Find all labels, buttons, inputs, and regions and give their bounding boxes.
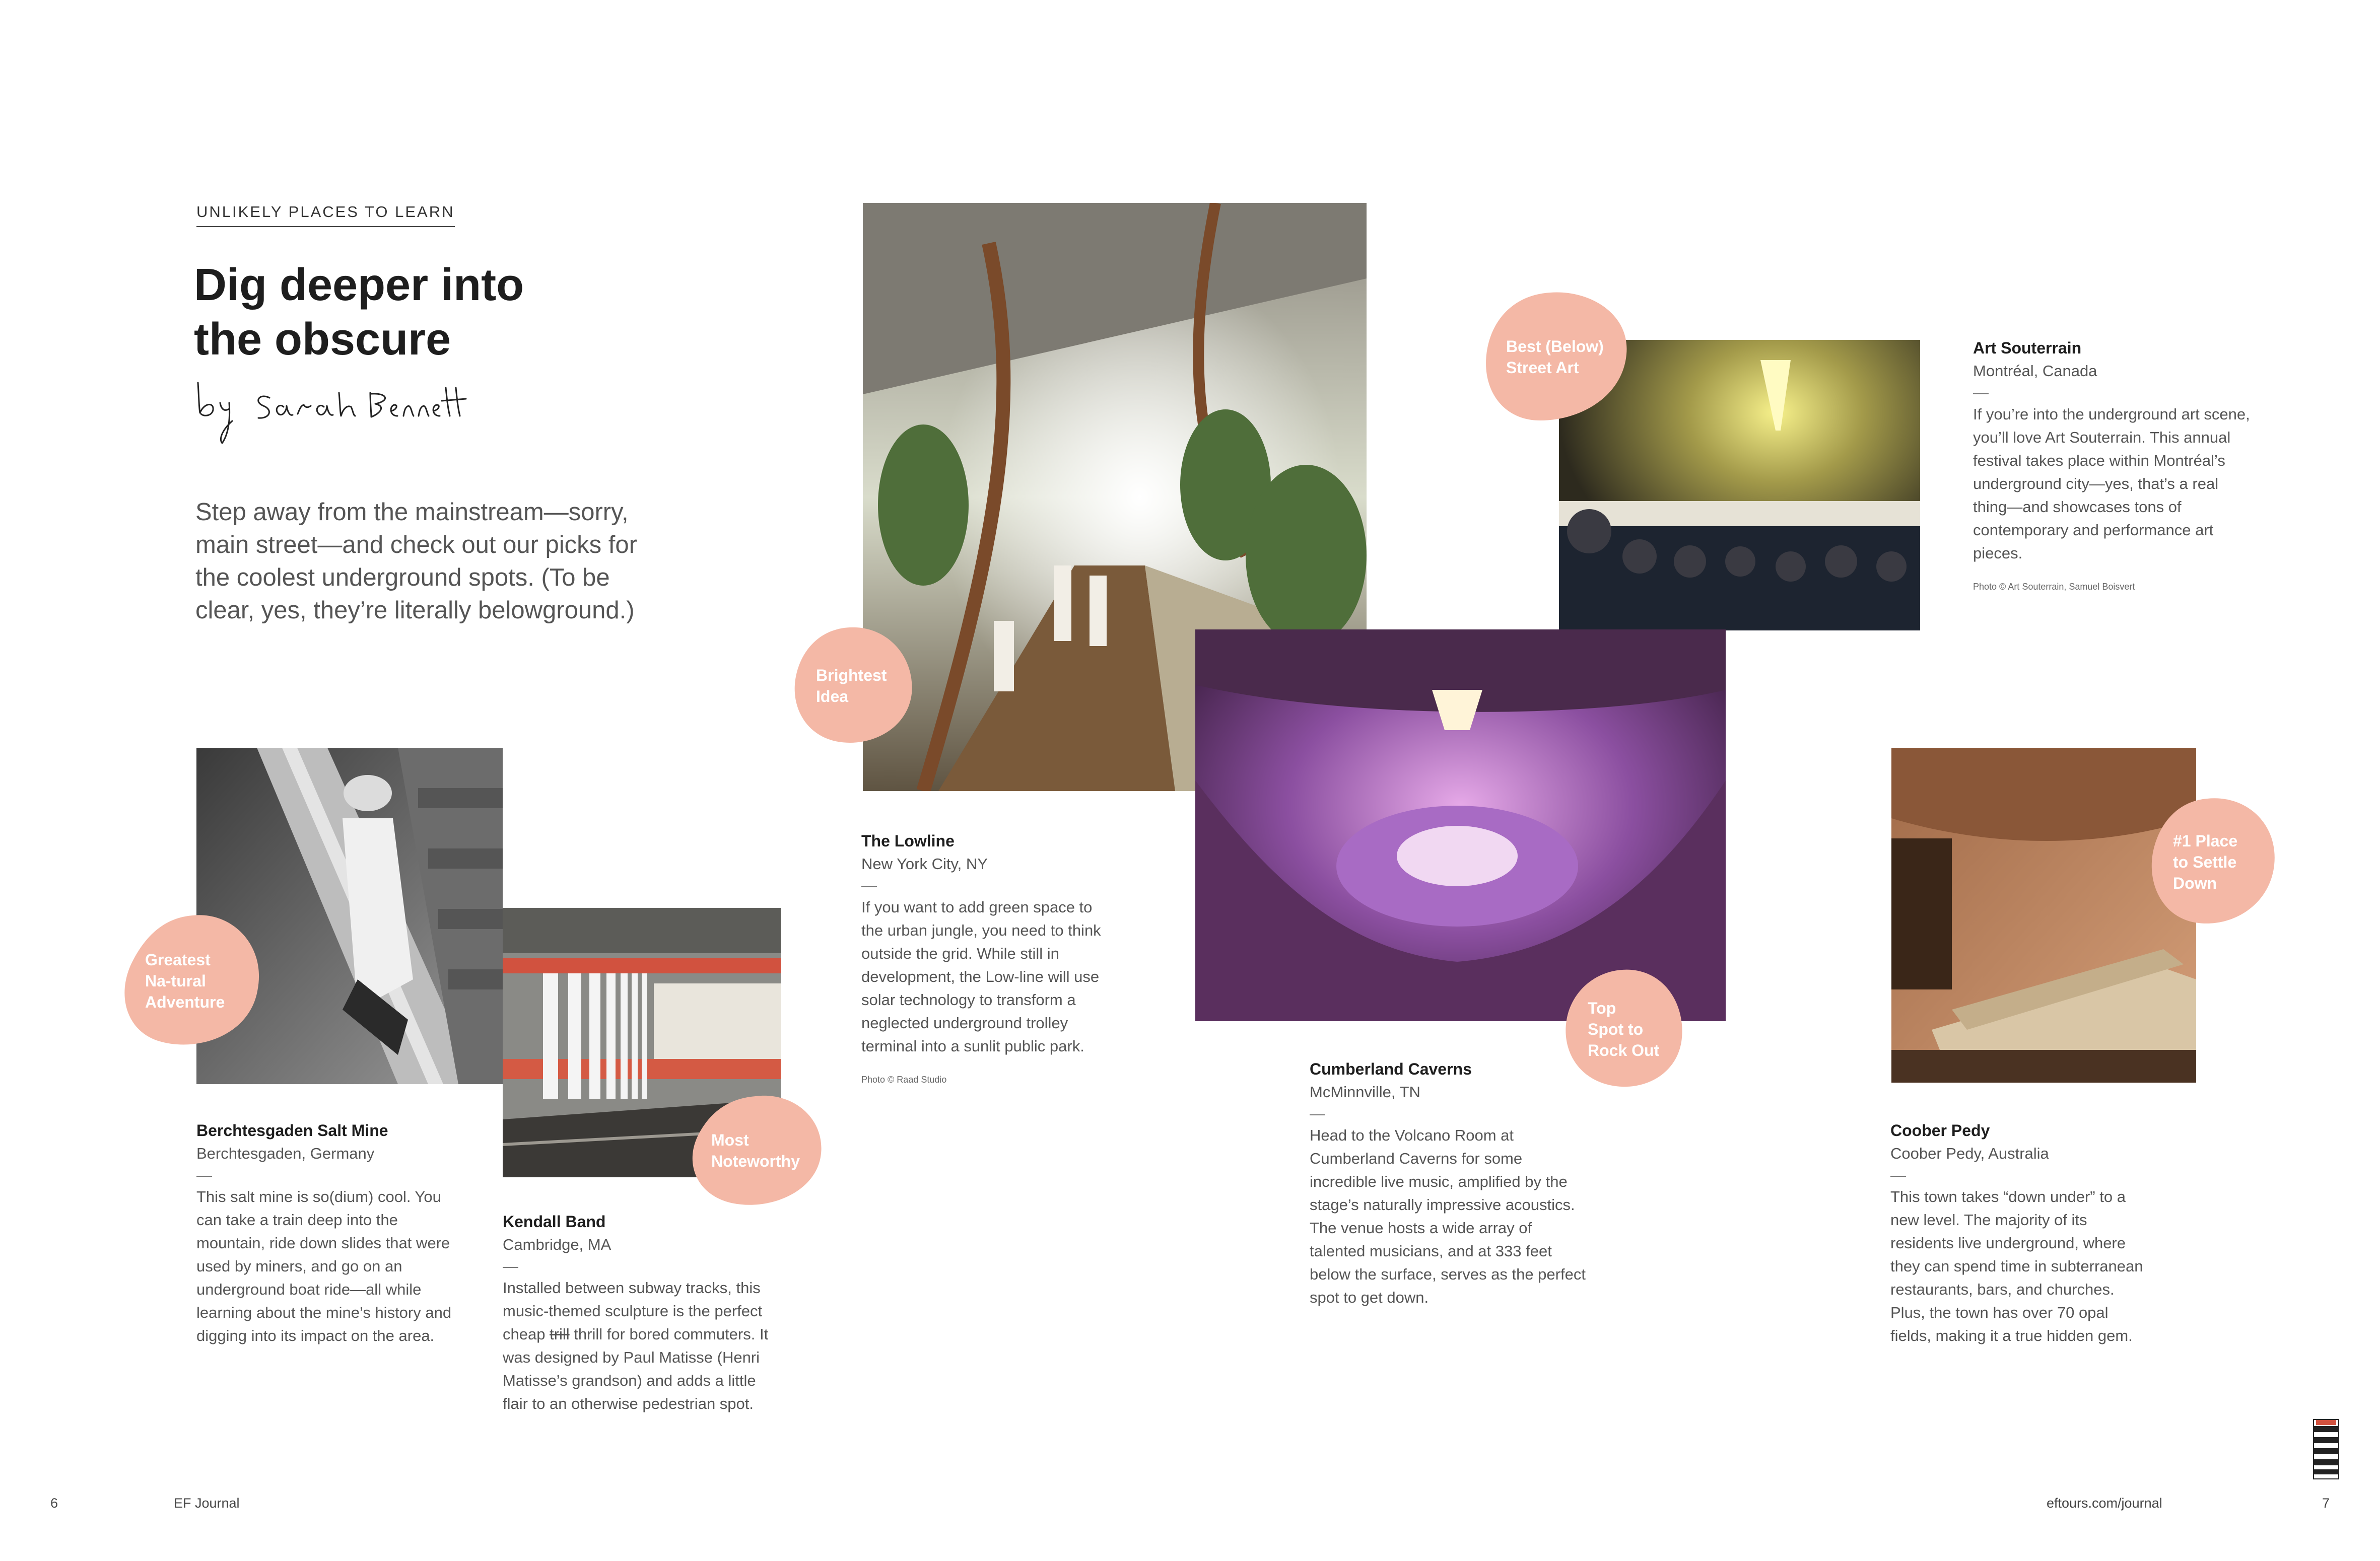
right-page-number: 7 — [2322, 1496, 2330, 1511]
entry-location: Montréal, Canada — [1973, 362, 2097, 380]
entry-dash: — — [1310, 1105, 1325, 1122]
badge-best-below-street-art: Best (Below) Street Art — [1480, 290, 1631, 424]
badge-place-to-settle-down: #1 Place to Settle Down — [2147, 795, 2278, 930]
entry-location: Cambridge, MA — [503, 1236, 611, 1253]
entry-body: If you’re into the underground art scene, you’ll love Art Souterrain. This annual festival takes place within Montréal’s underground city—yes, that’s a real thing—and showcases tons of contemporary and performance art pieces. — [1973, 405, 2250, 562]
caption-coober-pedy — [1890, 1119, 2152, 1347]
intro-paragraph: Step away from the mainstream—sorry, main street—and check out our picks for the coolest underground spots. (To be clear, yes, they’re literally belowground.) — [195, 499, 637, 624]
section-label: UNLIKELY PLACES TO LEARN — [196, 203, 455, 227]
headline-line-2: the obscure — [194, 314, 451, 365]
right-running-url[interactable]: eftours.com/journal — [2047, 1496, 2162, 1511]
entry-location: Coober Pedy, Australia — [1890, 1145, 2049, 1162]
left-page-number: 6 — [50, 1496, 58, 1511]
entry-location: Berchtesgaden, Germany — [196, 1145, 375, 1162]
entry-dash: — — [503, 1257, 518, 1275]
entry-location: New York City, NY — [861, 855, 988, 873]
entry-body: This salt mine is so(dium) cool. You can take a train deep into the mountain, ride down slides that were used by miners, and go on an underground boat ride—all while learning about the mine’s history and digging into its impact on the area. — [196, 1188, 452, 1344]
byline-signature — [194, 373, 476, 453]
left-running-title: EF Journal — [174, 1496, 240, 1511]
entry-name: The Lowline — [861, 832, 955, 850]
entry-dash: — — [1973, 384, 1989, 401]
entry-body: Head to the Volcano Room at Cumberland Caverns for some incredible live music, amplified by the stage’s naturally impressive acoustics. The venue hosts a wide array of talented musicians, and at 333 feet below the surface, serves as the perfect spot to get down. — [1310, 1126, 1586, 1306]
entry-body: This town takes “down under” to a new level. The majority of its residents live underground, where they can spend time in subterranean restaurants, bars, and churches. Plus, the town has over 70 opal fields, making it a true hidden gem. — [1890, 1188, 2143, 1344]
entry-name: Art Souterrain — [1973, 339, 2082, 357]
entry-body: If you want to add green space to the urban jungle, you need to think outside the grid. While still in development, the Low-line will use solar technology to transform a neglected underground trolley terminal into a sunlit public park. — [861, 898, 1101, 1055]
entry-dash: — — [861, 877, 877, 894]
page-headline — [194, 258, 647, 367]
photo-credit: Photo © Raad Studio — [861, 1075, 947, 1085]
badge-greatest-natural-adventure: Greatest Na-tural Adventure — [119, 911, 267, 1050]
entry-location: McMinnville, TN — [1310, 1083, 1420, 1101]
entry-dash: — — [1890, 1166, 1906, 1184]
photo-credit: Photo © Art Souterrain, Samuel Boisvert — [1973, 582, 2135, 592]
headline-line-1: Dig deeper into — [194, 260, 524, 310]
entry-dash: — — [196, 1166, 212, 1184]
caption-art-souterrain — [1973, 336, 2255, 598]
caption-kendall-band — [503, 1210, 785, 1415]
entry-name: Cumberland Caverns — [1310, 1060, 1472, 1078]
badge-most-noteworthy: Most Noteworthy — [685, 1090, 827, 1211]
caption-salt-mine — [196, 1119, 458, 1347]
piano-keys-icon — [2313, 1419, 2339, 1479]
entry-name: Kendall Band — [503, 1213, 606, 1231]
cumberland-caverns-photo — [1195, 629, 1726, 1021]
badge-top-spot-to-rock-out: Top Spot to Rock Out — [1561, 966, 1686, 1093]
badge-brightest-idea: Brightest Idea — [790, 623, 915, 748]
entry-name: Coober Pedy — [1890, 1121, 1990, 1140]
caption-lowline — [861, 829, 1113, 1091]
strikethrough-word: trill — [550, 1325, 570, 1343]
entry-name: Berchtesgaden Salt Mine — [196, 1121, 388, 1140]
entry-body: Installed between subway tracks, this music-themed sculpture is the perfect cheap trill thrill for bored commuters. It was designed by Paul Matisse (Henri Matisse’s grandson) and adds a little flair to an otherwise pedestrian spot. — [503, 1279, 769, 1412]
caption-cumberland-caverns — [1310, 1057, 1592, 1309]
